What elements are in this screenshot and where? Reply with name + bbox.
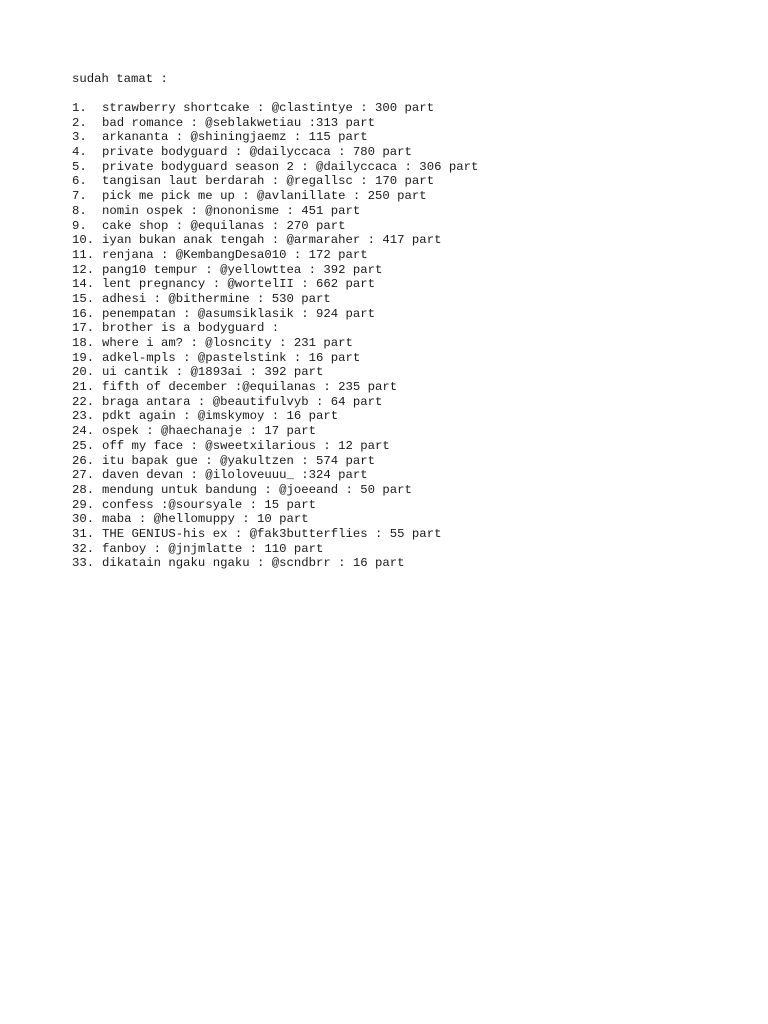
list-item-number: 6. bbox=[72, 174, 87, 189]
list-item bbox=[72, 498, 712, 513]
list-item bbox=[72, 424, 712, 439]
list-item-text: private bodyguard season 2 : @dailyccaca : 306 part bbox=[102, 159, 479, 174]
list-item-text: strawberry shortcake : @clastintye : 300 part bbox=[102, 101, 435, 115]
list-item-text: ospek : @haechanaje : 17 part bbox=[102, 424, 317, 439]
list-item bbox=[72, 233, 712, 248]
list-item-number: 29. bbox=[72, 497, 95, 512]
list-item bbox=[72, 174, 712, 189]
list-item bbox=[72, 101, 712, 116]
list-item-number: 9. bbox=[72, 218, 87, 233]
list-item-text: THE GENIUS-his ex : @fak3butterflies : 55 part bbox=[102, 526, 442, 541]
list-item-number: 26. bbox=[72, 453, 95, 468]
list-item bbox=[72, 365, 712, 380]
list-item bbox=[72, 336, 712, 351]
list-item-number: 20. bbox=[72, 365, 95, 380]
list-item bbox=[72, 189, 712, 204]
list-heading: sudah tamat : bbox=[72, 72, 168, 86]
list-item-text: cake shop : @equilanas : 270 part bbox=[102, 218, 346, 233]
list-item-number: 25. bbox=[72, 438, 95, 453]
list-item-text: tangisan laut berdarah : @regallsc : 170 part bbox=[102, 174, 435, 189]
list-item-number: 11. bbox=[72, 247, 95, 262]
list-item-number: 15. bbox=[72, 291, 95, 306]
list-item-number: 3. bbox=[72, 130, 87, 145]
list-item-number: 16. bbox=[72, 306, 95, 321]
list-item-text: brother is a bodyguard : bbox=[102, 321, 280, 336]
list-item-text: private bodyguard : @dailyccaca : 780 part bbox=[102, 145, 412, 160]
list-item-text: braga antara : @beautifulvyb : 64 part bbox=[102, 394, 383, 409]
list-item bbox=[72, 263, 712, 278]
list-item bbox=[72, 292, 712, 307]
list-item-number: 24. bbox=[72, 424, 95, 439]
list-item-number: 27. bbox=[72, 468, 95, 483]
list-item-number: 5. bbox=[72, 159, 87, 174]
list-item bbox=[72, 307, 712, 322]
list-item-text: ui cantik : @1893ai : 392 part bbox=[102, 365, 324, 380]
list-item-number: 30. bbox=[72, 512, 95, 527]
list-item-text: off my face : @sweetxilarious : 12 part bbox=[102, 438, 390, 453]
list-item-text: pdkt again : @imskymoy : 16 part bbox=[102, 409, 339, 424]
list-item bbox=[72, 527, 712, 542]
list-item-text: iyan bukan anak tengah : @armaraher : 417 part bbox=[102, 233, 442, 248]
list-item bbox=[72, 145, 712, 160]
list-item-number: 12. bbox=[72, 262, 95, 277]
list-item-text: fifth of december :@equilanas : 235 part bbox=[102, 380, 398, 395]
list-item bbox=[72, 483, 712, 498]
list-item bbox=[72, 321, 712, 336]
list-item bbox=[72, 454, 712, 469]
list-item bbox=[72, 130, 712, 145]
list-item-number: 32. bbox=[72, 541, 95, 556]
list-item bbox=[72, 512, 712, 527]
list-item bbox=[72, 542, 712, 557]
list-item-text: mendung untuk bandung : @joeeand : 50 part bbox=[102, 482, 412, 497]
list-item-text: nomin ospek : @nononisme : 451 part bbox=[102, 203, 361, 218]
list-item bbox=[72, 556, 712, 571]
list-item-text: arkananta : @shiningjaemz : 115 part bbox=[102, 130, 368, 145]
list-item-number: 28. bbox=[72, 482, 95, 497]
list-item-text: daven devan : @iloloveuuu_ :324 part bbox=[102, 468, 368, 483]
list-item-text: adhesi : @bithermine : 530 part bbox=[102, 291, 331, 306]
list-item-number: 33. bbox=[72, 556, 95, 571]
document-page bbox=[72, 72, 712, 571]
list-item bbox=[72, 219, 712, 234]
list-item-number: 7. bbox=[72, 189, 87, 204]
list-item-text: renjana : @KembangDesa010 : 172 part bbox=[102, 247, 368, 262]
list-item-text: pick me pick me up : @avlanillate : 250 part bbox=[102, 189, 427, 204]
list-item-number: 17. bbox=[72, 321, 95, 336]
list-item-text: bad romance : @seblakwetiau :313 part bbox=[102, 115, 376, 130]
list-item-number: 18. bbox=[72, 336, 95, 350]
list-item-text: fanboy : @jnjmlatte : 110 part bbox=[102, 541, 324, 556]
list-item bbox=[72, 380, 712, 395]
list-item-number: 4. bbox=[72, 145, 87, 160]
list-item bbox=[72, 160, 712, 175]
list-item-number: 8. bbox=[72, 203, 87, 218]
list-item bbox=[72, 248, 712, 263]
list-item bbox=[72, 351, 712, 366]
list-item bbox=[72, 439, 712, 454]
list-item-text: pang10 tempur : @yellowttea : 392 part bbox=[102, 262, 383, 277]
list-item-text: lent pregnancy : @wortelII : 662 part bbox=[102, 277, 376, 292]
story-list bbox=[72, 101, 712, 571]
list-item-text: maba : @hellomuppy : 10 part bbox=[102, 512, 309, 527]
list-item bbox=[72, 409, 712, 424]
list-item-text: confess :@soursyale : 15 part bbox=[102, 497, 317, 512]
list-item-number: 2. bbox=[72, 115, 87, 130]
list-item-number: 10. bbox=[72, 233, 95, 248]
list-item-number: 31. bbox=[72, 526, 95, 541]
list-item-number: 22. bbox=[72, 394, 95, 409]
list-item-number: 19. bbox=[72, 350, 95, 365]
list-item-number: 23. bbox=[72, 409, 95, 424]
list-item-text: itu bapak gue : @yakultzen : 574 part bbox=[102, 453, 376, 468]
list-item-number: 21. bbox=[72, 380, 95, 395]
list-item-number: 1. bbox=[72, 101, 87, 115]
list-item bbox=[72, 277, 712, 292]
list-item-text: adkel-mpls : @pastelstink : 16 part bbox=[102, 350, 361, 365]
list-item-number: 14. bbox=[72, 277, 95, 292]
list-item bbox=[72, 204, 712, 219]
list-item-text: penempatan : @asumsiklasik : 924 part bbox=[102, 306, 376, 321]
list-item bbox=[72, 116, 712, 131]
list-item-text: where i am? : @losncity : 231 part bbox=[102, 336, 353, 350]
list-item-text: dikatain ngaku ngaku : @scndbrr : 16 part bbox=[102, 556, 405, 571]
list-item bbox=[72, 395, 712, 410]
list-item bbox=[72, 468, 712, 483]
